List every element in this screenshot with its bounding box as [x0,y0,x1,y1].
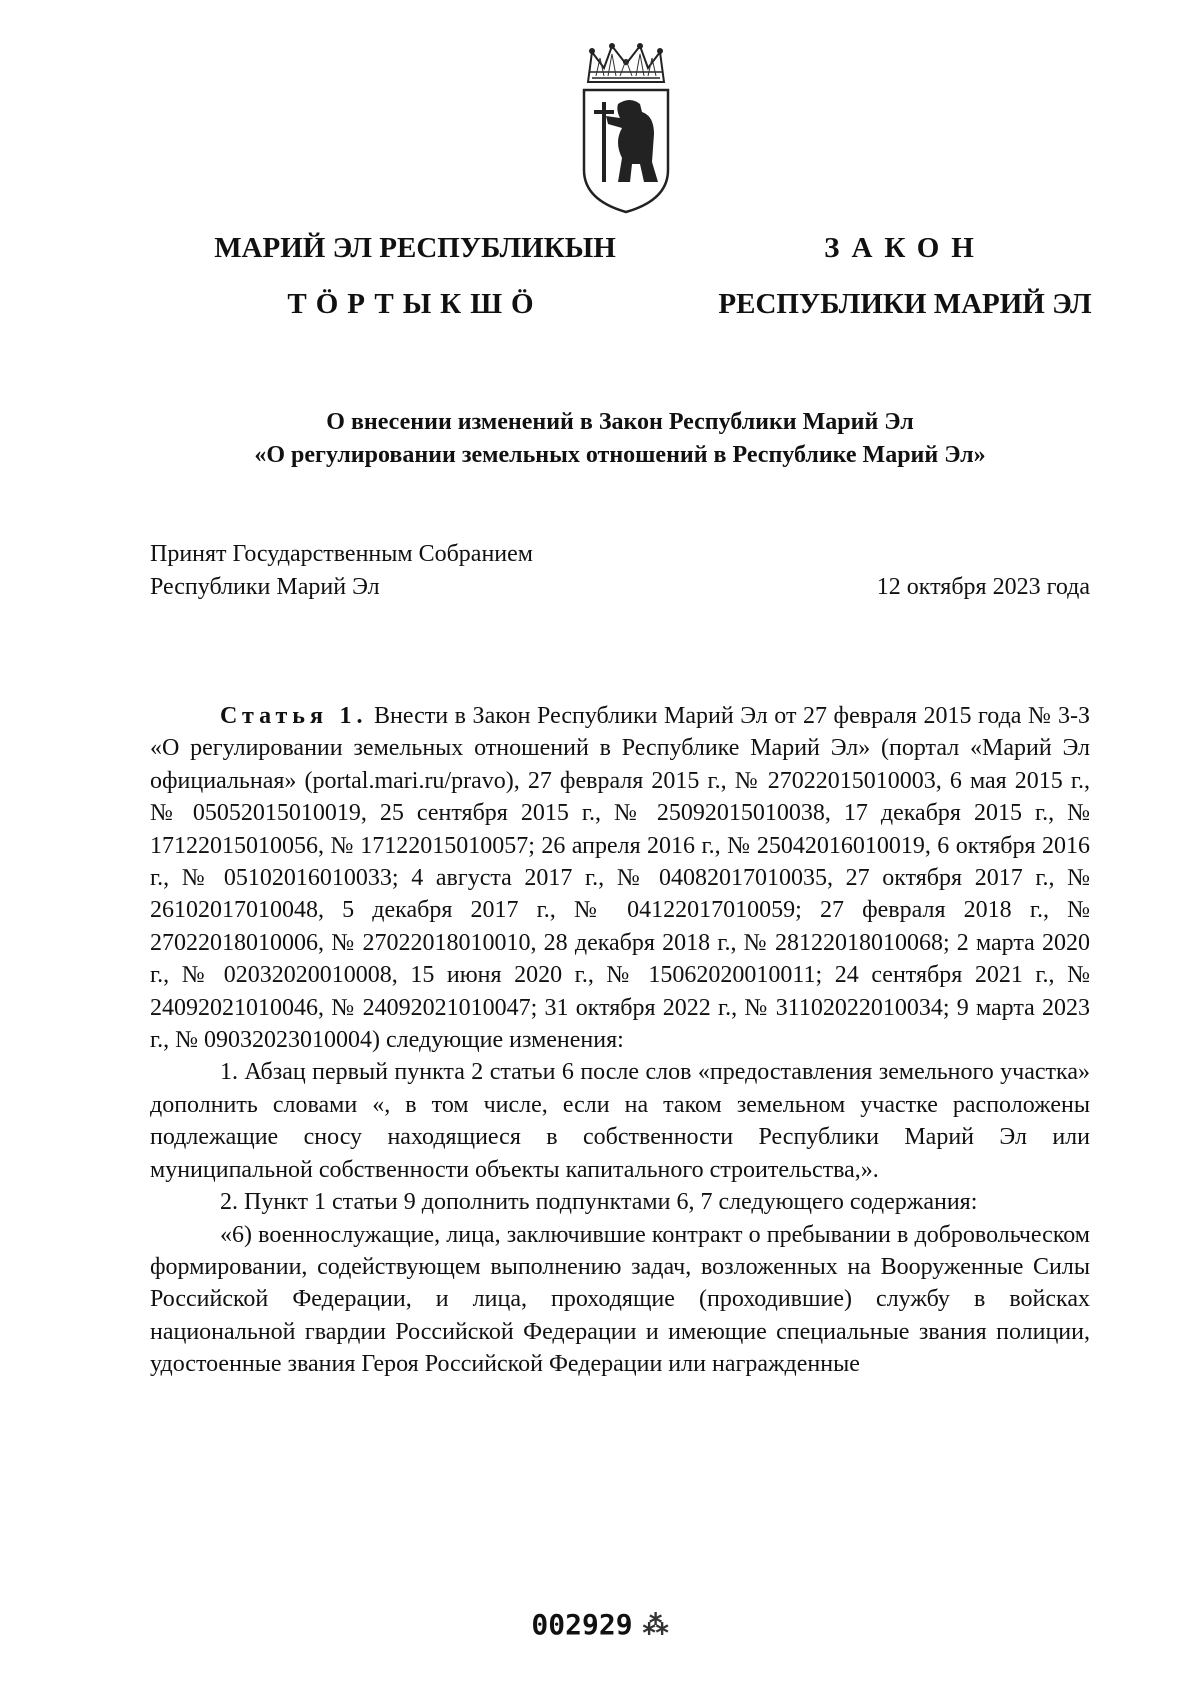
adoption-block [150,538,1090,604]
document-body [150,700,1090,1381]
amendment-item-2: 2. Пункт 1 статьи 9 дополнить подпунктами 6, 7 следующего содержания: [220,1189,978,1216]
header-republic-name: РЕСПУБЛИКИ МАРИЙ ЭЛ [718,288,1092,320]
header-law-word: ЗАКОН [824,232,986,264]
asterism-mark-icon: ⁂ [642,1611,669,1641]
article-label: Статья 1. [220,703,368,729]
coat-of-arms-emblem [578,42,674,214]
serial-number [0,1608,1200,1641]
header-law-word-mari: ТӦРТЫКШӦ [287,288,543,320]
adopted-line-2: Республики Марий Эл [150,574,380,600]
serial-number-value: 002929 [531,1608,633,1641]
article-1-paragraph [150,700,1090,1056]
adopted-line-1: Принят Государственным Собранием [150,541,533,567]
title-line-1: О внесении изменений в Закон Республики Марий Эл [326,409,914,435]
amendment-item-1: 1. Абзац первый пункта 2 статьи 6 после слов «предоставления земельного участка» дополнить словами «, в том числе, если на таком земельном участке расположены подлежащие сносу находящиеся в собственности Республики Марий Эл или муниципальной собственности объекты капитального строительства,». [150,1059,1090,1183]
adoption-date: 12 октября 2023 года [876,574,1090,600]
document-title [150,406,1090,472]
title-line-2: «О регулировании земельных отношений в Республике Марий Эл» [254,442,986,468]
header-republic-name-mari: МАРИЙ ЭЛ РЕСПУБЛИКЫН [214,232,616,264]
article-1-text: Внести в Закон Республики Марий Эл от 27 февраля 2015 года № 3-З «О регулировании земельных отношений в Республике Марий Эл» (портал «Марий Эл официальная» (portal.mari.ru/pravo), 27 февраля 2015 г., № 27022015010003, 6 мая 2015 г., № 05052015010019, 25 сентября 2015 г., № 25092015010038, 17 декабря 2015 г., № 17122015010056, № 17122015010057; 26 апреля 2016 г., № 25042016010019, 6 октября 2016 г., № 05102016010033; 4 августа 2017 г., № 04082017010035, 27 октября 2017 г., № 26102017010048, 5 декабря 2017 г., № 04122017010059; 27 февраля 2018 г., № 27022018010006, № 27022018010010, 28 декабря 2018 г., № 28122018010068; 2 марта 2020 г., № 02032020010008, 15 июня 2020 г., № 15062020010011; 24 сентября 2021 г., № 24092021010046, № 24092021010047; 31 октября 2022 г., № 31102022010034; 9 марта 2023 г., № 09032023010004) следующие изменения: [150,703,1090,1054]
amendment-item-3: «6) военнослужащие, лица, заключившие контракт о пребывании в добровольческом формировании, содействующем выполнению задач, возложенных на Вооруженные Силы Российской Федерации, и лица, проходящие (проходившие) службу в войсках национальной гвардии Российской Федерации и имеющие специальные звания полиции, удостоенные звания Героя Российской Федерации или награжденные [150,1221,1090,1378]
